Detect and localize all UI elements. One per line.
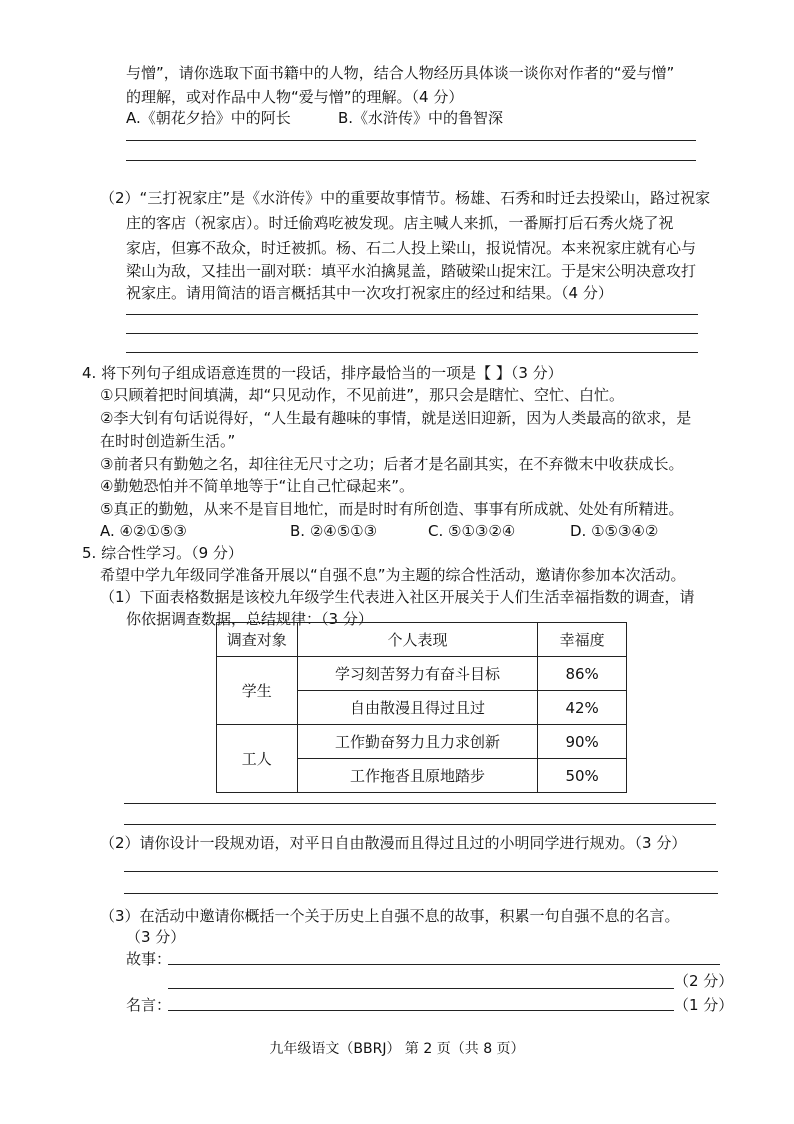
q5-part2: （2）请你设计一段规劝语，对平日自由散漫而且得过且过的小明同学进行规劝。（3 分） — [100, 834, 687, 852]
table-row — [217, 657, 627, 691]
happiness-survey-table — [216, 622, 627, 793]
q-intro-line-2: 的理解，或对作品中人物“爱与憎”的理解。（4 分） — [126, 88, 464, 106]
story-score: （2 分） — [674, 972, 734, 990]
table-cell-behavior: 工作勤奋努力且力求创新 — [297, 725, 538, 759]
answer-line[interactable] — [124, 893, 718, 894]
q5-part1-line-1: （1）下面表格数据是该校九年级学生代表进入社区开展关于人们生活幸福指数的调查，请 — [100, 588, 695, 606]
answer-line[interactable] — [124, 871, 718, 872]
table-header: 幸福度 — [538, 623, 627, 657]
story-answer-line[interactable] — [168, 964, 720, 965]
story-label: 故事： — [126, 950, 172, 968]
q4-option-d[interactable]: D. ①⑤③④② — [570, 522, 659, 540]
table-row — [217, 725, 627, 759]
page-footer: 九年级语文（BBRJ） 第 2 页（共 8 页） — [269, 1041, 525, 1057]
table-header: 个人表现 — [297, 623, 538, 657]
q5-part3-line-1: （3）在活动中邀请你概括一个关于历史上自强不息的故事，积累一句自强不息的名言。 — [100, 907, 680, 925]
q5-part3-line-2: （3 分） — [126, 928, 186, 946]
table-header: 调查对象 — [217, 623, 298, 657]
answer-line[interactable] — [124, 824, 716, 825]
q4-stem: 4. 将下列句子组成语意连贯的一段话，排序最恰当的一项是【 】（3 分） — [82, 364, 563, 382]
quote-label: 名言： — [126, 996, 172, 1014]
q4-sentence-2a: ②李大钊有句话说得好，“人生最有趣味的事情，就是送旧迎新，因为人类最高的欲求，是 — [100, 409, 692, 427]
q5-title: 5. 综合性学习。（9 分） — [82, 544, 243, 562]
story-answer-line[interactable] — [168, 988, 674, 989]
table-cell-happiness: 50% — [538, 759, 627, 793]
q4-sentence-1: ①只顾着把时间填满，却“只见动作，不见前进”，那只会是瞎忙、空忙、白忙。 — [100, 386, 624, 404]
q-intro-option-b: B.《水浒传》中的鲁智深 — [338, 109, 504, 127]
q4-sentence-3: ③前者只有勤勉之名，却往往无尺寸之功；后者才是名副其实，在不弃微末中收获成长。 — [100, 455, 684, 473]
q2-line-4: 梁山为敌，又挂出一副对联：填平水泊擒晁盖，踏破梁山捉宋江。于是宋公明决意攻打 — [126, 262, 697, 280]
table-cell-behavior: 工作拖沓且原地踏步 — [297, 759, 538, 793]
q2-line-1: （2）“三打祝家庄”是《水浒传》中的重要故事情节。杨雄、石秀和时迁去投梁山，路过祝家 — [100, 189, 711, 207]
answer-line[interactable] — [126, 333, 698, 334]
answer-line[interactable] — [126, 352, 698, 353]
q5-intro: 希望中学九年级同学准备开展以“自强不息”为主题的综合性活动，邀请你参加本次活动。 — [100, 566, 686, 584]
q2-line-2: 庄的客店（祝家店）。时迁偷鸡吃被发现。店主喊人来抓，一番厮打后石秀火烧了祝 — [126, 214, 674, 232]
q2-line-3: 家店，但寡不敌众，时迁被抓。杨、石二人投上梁山，报说情况。本来祝家庄就有心与 — [126, 239, 697, 257]
q4-option-b[interactable]: B. ②④⑤①③ — [290, 522, 378, 540]
q4-sentence-5: ⑤真正的勤勉，从来不是盲目地忙，而是时时有所创造、事事有所成就、处处有所精进。 — [100, 500, 684, 518]
quote-score: （1 分） — [674, 996, 734, 1014]
q4-option-c[interactable]: C. ⑤①③②④ — [428, 522, 516, 540]
table-cell-happiness: 90% — [538, 725, 627, 759]
table-cell-subject: 工人 — [217, 725, 298, 793]
table-cell-subject: 学生 — [217, 657, 298, 725]
answer-line[interactable] — [126, 160, 696, 161]
q-intro-option-a: A.《朝花夕拾》中的阿长 — [126, 109, 291, 127]
q4-option-a[interactable]: A. ④②①⑤③ — [100, 522, 187, 540]
table-cell-behavior: 自由散漫且得过且过 — [297, 691, 538, 725]
q4-sentence-4: ④勤勉恐怕并不简单地等于“让自己忙碌起来”。 — [100, 477, 414, 495]
table-cell-happiness: 86% — [538, 657, 627, 691]
q-intro-line-1: 与憎”，请你选取下面书籍中的人物，结合人物经历具体谈一谈你对作者的“爱与憎” — [126, 64, 675, 82]
answer-line[interactable] — [126, 314, 698, 315]
table-cell-happiness: 42% — [538, 691, 627, 725]
quote-answer-line[interactable] — [168, 1010, 674, 1011]
table-cell-behavior: 学习刻苦努力有奋斗目标 — [297, 657, 538, 691]
q2-line-5: 祝家庄。请用简洁的语言概括其中一次攻打祝家庄的经过和结果。（4 分） — [126, 284, 613, 302]
answer-line[interactable] — [124, 803, 716, 804]
answer-line[interactable] — [126, 140, 696, 141]
q5-part1-line-2: 你依据调查数据，总结规律：（3 分） — [126, 610, 373, 628]
q4-sentence-2b: 在时时创造新生活。” — [100, 432, 236, 450]
